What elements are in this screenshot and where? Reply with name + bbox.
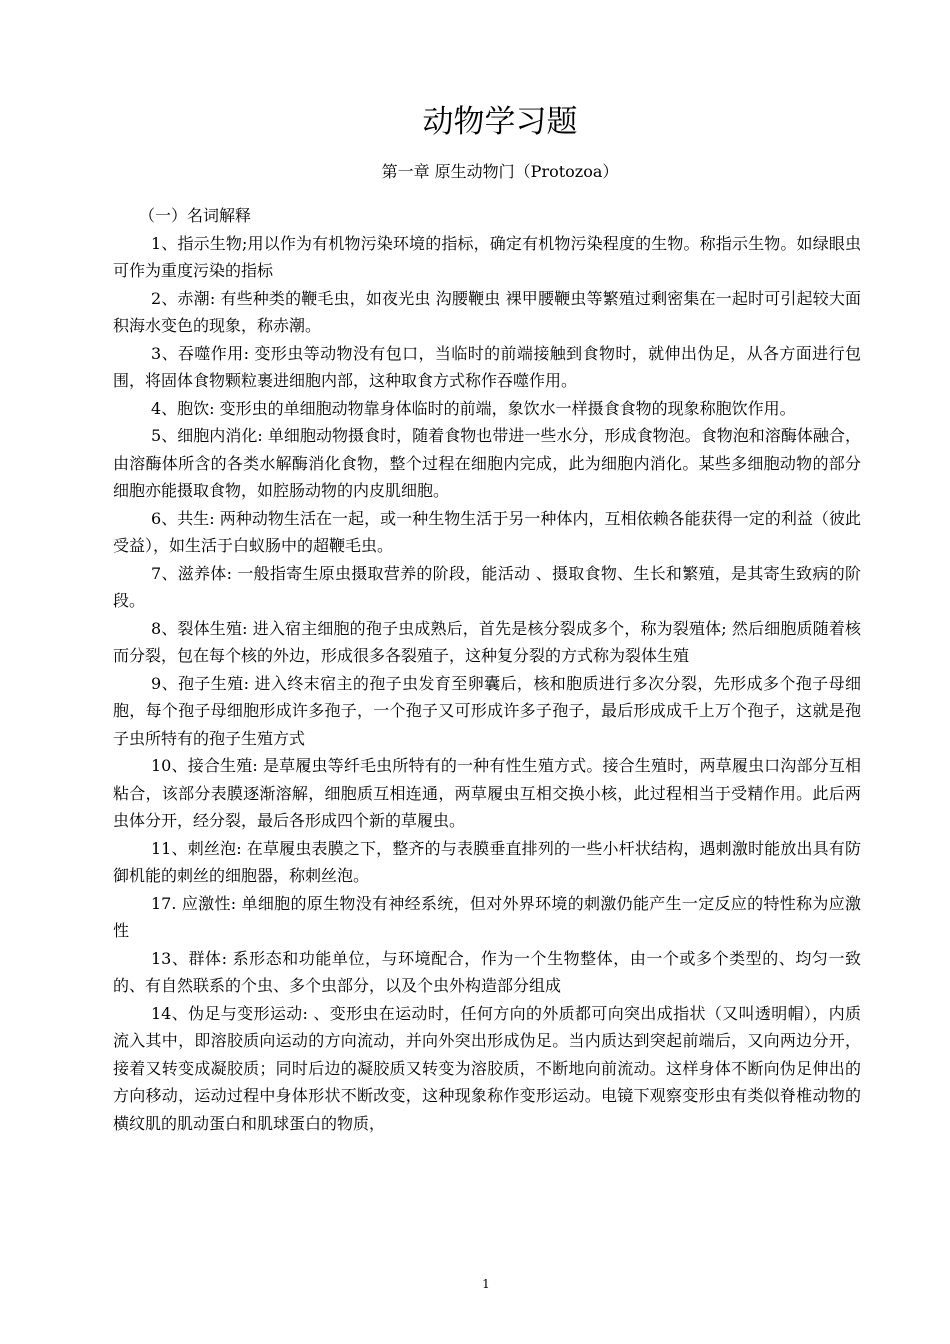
paragraph-term-11: 11、刺丝泡: 在草履虫表膜之下，整齐的与表膜垂直排列的一些小杆状结构，遇刺激时能放出具有防御机能的刺丝的细胞器，称刺丝泡。 [113,838,861,885]
paragraph-term-10: 10、接合生殖: 是草履虫等纤毛虫所特有的一种有性生殖方式。接合生殖时，两草履虫口沟部分互相粘合，该部分表膜逐渐溶解，细胞质互相连通，两草履虫互相交换小核，此过程相当于受精作用。此后两虫体分开，经分裂，最后各形成四个新的草履虫。 [113,756,861,830]
paragraph-term-6: 6、共生: 两种动物生活在一起，或一种生物生活于另一种体内，互相依赖各能获得一定的利益（彼此受益），如生活于白蚁肠中的超鞭毛虫。 [113,508,861,555]
paragraph-term-9: 9、孢子生殖: 进入终末宿主的孢子虫发育至卵囊后，核和胞质进行多次分裂，先形成多个孢子母细胞，每个孢子母细胞形成许多孢子，一个孢子又可形成许多子孢子，最后形成成千上万个孢子，这就是孢子虫所特有的孢子生殖方式 [113,673,861,748]
paragraph-term-14: 14、伪足与变形运动: 、变形虫在运动时，任何方向的外质都可向突出成指状（又叫透明帽），内质流入其中，即溶胶质向运动的方向流动，并向外突出形成伪足。当内质达到突起前端后，又向两边分开，接着又转变成凝胶质；同时后边的凝胶质又转变为溶胶质，不断地向前流动。这样身体不断向伪足伸出的方向移动，运动过程中身体形状不断改变，这种现象称作变形运动。电镜下观察变形虫有类似脊椎动物的横纹肌的肌动蛋白和肌球蛋白的物质， [113,1003,861,1133]
paragraph-term-5: 5、细胞内消化: 单细胞动物摄食时，随着食物也带进一些水分，形成食物泡。食物泡和溶酶体融合，由溶酶体所含的各类水解酶消化食物，整个过程在细胞内完成，此为细胞内消化。某些多细胞动物的部分细胞亦能摄取食物，如腔肠动物的内皮肌细胞。 [113,426,861,500]
paragraph-term-13: 13、群体: 系形态和功能单位，与环境配合，作为一个生物整体，由一个或多个类型的、均匀一致的、有自然联系的个虫、多个虫部分，以及个虫外构造部分组成 [113,948,861,995]
paragraph-term-1: 1、指示生物;用以作为有机物污染环境的指标，确定有机物污染程度的生物。称指示生物。如绿眼虫可作为重度污染的指标 [113,233,861,280]
section-heading: （一）名词解释 [139,206,252,225]
paragraph-term-7: 7、滋养体: 一般指寄生原虫摄取营养的阶段，能活动 、摄取食物、生长和繁殖，是其寄生致病的阶段。 [113,563,861,610]
paragraph-term-4: 4、胞饮: 变形虫的单细胞动物靠身体临时的前端，象饮水一样摄食食物的现象称胞饮作用。 [151,398,796,418]
document-title: 动物学习题 [422,104,578,140]
paragraph-term-17: 17. 应激性: 单细胞的原生物没有神经系统，但对外界环境的刺激仍能产生一定反应的特性称为应激性 [113,893,861,940]
paragraph-term-2: 2、赤潮: 有些种类的鞭毛虫，如夜光虫 沟腰鞭虫 裸甲腰鞭虫等繁殖过剩密集在一起时可引起较大面积海水变色的现象，称赤潮。 [113,288,861,335]
page-number: 1 [482,1277,490,1291]
paragraph-term-8: 8、裂体生殖: 进入宿主细胞的孢子虫成熟后，首先是核分裂成多个，称为裂殖体; 然后细胞质随着核而分裂，包在每个核的外边，形成很多各裂殖子，这种复分裂的方式称为裂体生殖 [113,618,861,665]
chapter-heading: 第一章 原生动物门（Protozoa） [381,162,619,181]
paragraph-term-3: 3、吞噬作用: 变形虫等动物没有包口，当临时的前端接触到食物时，就伸出伪足，从各方面进行包围，将固体食物颗粒裹进细胞内部，这种取食方式称作吞噬作用。 [113,343,861,390]
document-body [113,202,861,1137]
